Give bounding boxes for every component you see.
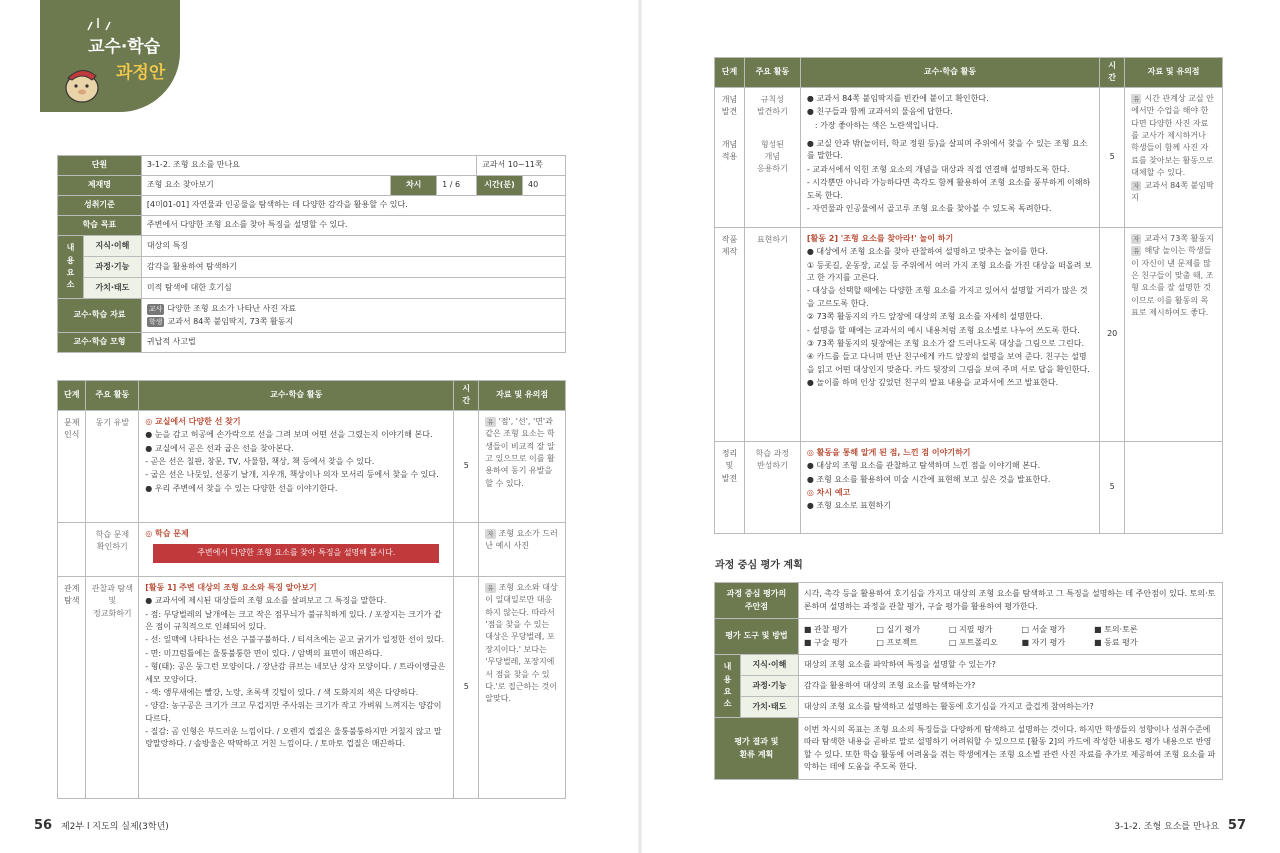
rowa-line: ● 친구들과 함께 교과서의 물음에 답한다. [806,107,953,117]
rowb-stage: 개념 적용 [721,139,738,161]
rowc-title: [활동 2] '조형 요소를 찾아라!' 놀이 하기 [806,233,954,243]
eval-value-label: 가치·태도 [740,697,798,718]
tool-item: ■ 관찰 평가 [803,625,848,635]
rowc-note2: 해당 놀이는 학생들이 자신이 낸 문제를 많은 친구들이 맞출 때, 조형 요소를 잘 설명한 것이므로 이를 활동의 목표로 제시하여도 좋다. [1131,246,1214,318]
row2-content [139,522,454,576]
header-process: 교수·학습 활동 [139,381,454,411]
row3-note-text: 조형 요소와 대상이 일대일로만 대응하지 않는다. 따라서 '점을 찾을 수 있는 대상은 무당벌레, 포장지이다.' 보다는 '무당벌레, 포장지에서 점을 찾을 수 있다.'로 접근하는 것이 알맞다. [485,582,558,704]
rowa-line: ● 교과서 84쪽 붙임딱지를 빈칸에 붙이고 확인한다. [806,93,989,103]
rowc-line: ② 73쪽 활동지의 카드 앞장에 대상의 조형 요소를 자세히 설명한다. [806,312,1043,322]
time-label: 시간(분) [477,176,523,196]
rowc-line: - 대상을 선택할 때에는 다양한 조형 요소를 가지고 있어서 설명할 거리가 많은 것을 고르도록 한다. [806,286,1088,308]
row3-line: - 선: 잎맥에 나타나는 선은 구불구불하다. / 티셔츠에는 곧고 굵기가 일정한 선이 있다. [145,635,445,645]
rowd-title: ◎ 활동을 통해 알게 된 점, 느낀 점 이야기하기 [806,447,971,457]
header-stage: 단계 [58,381,86,411]
model-value: 귀납적 사고법 [141,333,565,353]
learning-problem-banner: 주변에서 다양한 조형 요소를 찾아 특징을 설명해 봅시다. [153,544,439,562]
tools-label: 평가 도구 및 방법 [715,619,799,655]
focus-value: 시각, 촉각 등을 활용하여 호기심을 가지고 대상의 조형 요소를 탐색하고 그 특징을 설명하는 데 주안점이 있다. 토의·토론하며 설명하는 과정을 관찰 평가, 구술 평가를 활용하여 평가한다. [798,583,1222,619]
tool-item: ■ 동료 평가 [1094,637,1138,647]
left-page-number: 56 [34,818,53,833]
rowd-title2: ◎ 차시 예고 [806,487,851,497]
tool-item: ■ 토의·토론 [1094,625,1138,635]
row3-line: - 면: 미끄럼틀에는 울퉁불퉁한 면이 있다. / 암벽의 표면이 매끈하다. [145,648,383,658]
rowc-line: ● 대상에서 조형 요소를 찾아 관찰하여 설명하고 맞추는 놀이를 한다. [806,247,1048,257]
rowc-line: ● 놀이를 하며 인상 깊었던 친구의 발표 내용을 교과서에 쓰고 발표한다. [806,378,1059,388]
rowd-line: ● 조형 요소로 표현하기 [806,501,892,511]
note-tag: 자 [487,529,494,538]
rowb-line: - 교과서에서 익힌 조형 요소의 개념을 대상과 직접 연결해 설명하도록 한다. [806,164,1070,174]
period-label: 차시 [391,176,437,196]
left-process-table [57,380,566,799]
row3-line: - 형(태): 공은 둥그런 모양이다. / 장난감 큐브는 네모난 상자 모양이다. / 트라이앵글은 세모 모양이다. [145,662,446,684]
process-value: 감각을 활용하여 탐색하기 [141,257,565,278]
eval-value-value: 대상의 조형 요소를 탐색하고 설명하는 활동에 호기심을 가지고 즐겁게 참여하는가? [798,697,1222,718]
process-label: 과정·기능 [83,257,141,278]
note-tag: 유 [1133,247,1140,256]
row2-note-text: 조형 요소가 드러난 예시 사진 [485,528,558,551]
row1-time: 5 [454,410,479,522]
row3-line: ● 교과서에 제시된 대상들의 조형 요소를 살펴보고 그 특징을 말한다. [145,596,387,606]
materials-value [141,299,565,333]
result-label: 평가 결과 및 환류 계획 [715,718,799,780]
note-tag: 유 [487,583,494,592]
lesson-info-table [57,155,566,353]
note-tag: 유 [487,417,494,426]
tool-item: □ 포트폴리오 [948,637,998,647]
result-value: 이번 차시의 목표는 조형 요소의 특징들을 다양하게 탐색하고 설명하는 것이다. 하지만 학생들의 성향이나 성취수준에 따라 탐색한 내용을 곧바로 말로 설명하기 어려워할 수 있으므로 [활동 2]의 카드에 작성한 내용도 평가 내용으로 반영할 수 있다. 또한 학습 활동에 어려움을 겪는 학생에게는 조형 요소별 관련 사진 자료를 추가로 제공하여 조형 요소를 파악하는 데에 도움을 주도록 한다. [798,718,1222,780]
row1-line: - 굽은 선은 나뭇잎, 선풍기 날개, 지우개, 책상이나 의자 모서리 등에서 찾을 수 있다. [145,470,439,480]
tool-item: ■ 구술 평가 [803,637,848,647]
materials-label: 교수·학습 자료 [58,299,142,333]
eval-process-label: 과정·기능 [740,676,798,697]
row1-title: ◎ 교실에서 다양한 선 찾기 [145,416,241,426]
topic-value: 조형 요소 찾아보기 [141,176,390,196]
rowab-activity [744,87,800,227]
row1-note [479,410,566,522]
teacher-materials: 다양한 조형 요소가 나타난 사진 자료 [167,304,297,314]
unit-label: 단원 [58,156,142,176]
row3-stage: 관계 탐색 [58,576,86,798]
knowledge-value: 대상의 특징 [141,236,565,257]
rowc-note1: 교과서 73쪽 활동지 [1144,233,1214,243]
rowd-activity: 학습 과정 반성하기 [744,441,800,533]
rowd-line: ● 조형 요소를 활용하여 미술 시간에 표현해 보고 싶은 것을 발표한다. [806,474,1051,484]
rowc-line: ① 등굣길, 운동장, 교실 등 주위에서 여러 가지 조형 요소를 가진 대상을 떠올려 보고 한 가지를 고른다. [806,260,1092,282]
value-value: 미적 탐색에 대한 호기심 [141,278,565,299]
content-elements-label: 내용 요소 [58,236,84,299]
standard-label: 성취기준 [58,196,142,216]
rowc-note [1125,227,1223,441]
row3-line: - 점: 무당벌레의 날개에는 크고 작은 점무늬가 불규칙하게 있다. / 포장지는 크기가 같은 점이 규칙적으로 인쇄되어 있다. [145,609,442,631]
knowledge-label: 지식·이해 [83,236,141,257]
lesson-plan-badge [40,0,180,112]
left-footer [34,816,169,836]
rowc-time: 20 [1100,227,1125,441]
row1-note-text: '점', '선', '면'과 같은 조형 요소는 학생들이 비교적 잘 알고 있으므로 이를 활용하여 동기 유발을 할 수 있다. [485,416,555,488]
row3-title: [활동 1] 주변 대상의 조형 요소와 특징 알아보기 [145,582,317,592]
rowd-stage: 정리 및 발전 [715,441,745,533]
textbook-pages: 교과서 10~11쪽 [477,156,566,176]
rowd-time: 5 [1100,441,1125,533]
rowa-activity: 규칙성 발견하기 [756,94,788,117]
rowb-activity: 형성된 개념 응용하기 [756,139,788,174]
eval-content-label: 내용 요소 [715,655,741,718]
rowb-line: - 자연물과 인공물에서 골고루 조형 요소를 찾아볼 수 있도록 독려한다. [806,203,1052,213]
book-gutter [638,0,642,853]
row3-time: 5 [454,576,479,798]
rowab-note1: 시간 관계상 교실 안에서만 수업을 해야 한다면 다양한 사진 자료를 교사가 제시하거나 학생들이 함께 사진 자료를 찾아보는 활동으로 대체할 수 있다. [1131,93,1214,178]
right-footer-text: 3-1-2. 조형 요소를 만나요 [1114,822,1220,832]
row3-note [479,576,566,798]
topic-label: 제재명 [58,176,142,196]
rowab-time: 5 [1100,87,1125,227]
rowc-line: ③ 73쪽 활동지의 뒷장에는 조형 요소가 잘 드러나도록 대상을 그림으로 그린다. [806,338,1085,348]
eval-knowledge-value: 대상의 조형 요소를 파악하여 특징을 설명할 수 있는가? [798,655,1222,676]
rowc-content [800,227,1099,441]
row3-line: - 색: 앵무새에는 빨강, 노랑, 초록색 깃털이 있다. / 색 도화지의 색은 다양하다. [145,687,419,697]
badge-line2: 과정안 [116,63,166,83]
rowab-note [1125,87,1223,227]
row3-activity: 관찰과 탐색 및 정교화하기 [86,576,139,798]
row2-activity: 학습 문제 확인하기 [86,522,139,576]
row1-content [139,410,454,522]
evaluation-section-title: 과정 중심 평가 계획 [715,560,803,571]
note-tag: 자 [1133,234,1140,243]
teacher-tag: 교사 [148,305,163,314]
header-notes: 자료 및 유의점 [1125,58,1223,88]
value-label: 가치·태도 [83,278,141,299]
rowc-stage: 작품 제작 [715,227,745,441]
header-activity: 주요 활동 [744,58,800,88]
rowab-stage [715,87,745,227]
right-footer [1114,816,1246,836]
row1-line: - 곧은 선은 칠판, 창문, TV, 사물함, 책상, 책 등에서 찾을 수 있다. [145,456,375,466]
rowd-note [1125,441,1223,533]
header-notes: 자료 및 유의점 [479,381,566,411]
goal-value: 주변에서 다양한 조형 요소를 찾아 특징을 설명할 수 있다. [141,216,565,236]
row2-stage [58,522,86,576]
period-value: 1 / 6 [437,176,477,196]
right-page-number: 57 [1227,818,1246,833]
row3-line: - 양감: 농구공은 크기가 크고 무겁지만 주사위는 크기가 작고 가벼워 느껴지는 양감이 다르다. [145,701,442,723]
tools-value [798,619,1222,655]
goal-label: 학습 목표 [58,216,142,236]
rowb-line: - 시각뿐만 아니라 가능하다면 촉각도 함께 활용하여 조형 요소를 풍부하게 이해하도록 한다. [806,178,1091,200]
tool-item: □ 실기 평가 [876,625,920,635]
row1-line: ● 교실에서 곧은 선과 굽은 선을 찾아본다. [145,443,294,453]
badge-line1: 교수·학습 [88,37,161,57]
student-materials: 교과서 84쪽 붙임딱지, 73쪽 활동지 [167,316,294,326]
rowd-content [800,441,1099,533]
row2-note [479,522,566,576]
header-time: 시간 [454,381,479,411]
tool-item: ■ 자기 평가 [1021,637,1066,647]
tool-item: □ 프로젝트 [876,637,918,647]
tool-item: □ 서술 평가 [1021,625,1066,635]
rowd-line: ● 대상의 조형 요소를 관찰하고 탐색하며 느낀 점을 이야기해 본다. [806,461,1041,471]
rowab-content [800,87,1099,227]
header-stage: 단계 [715,58,745,88]
student-tag: 학생 [148,317,163,326]
sparkle-icon [84,16,114,34]
rowc-line: ④ 카드를 들고 다니며 만난 친구에게 카드 앞장의 설명을 보여 준다. 친구는 설명을 읽고 어떤 대상인지 맞춘다. 카드 뒷장의 그림을 보여 주며 서로 답을 확인한다. [806,352,1090,374]
unit-value: 3-1-2. 조형 요소를 만나요 [141,156,476,176]
row2-time [454,522,479,576]
row1-line: ● 우리 주변에서 찾을 수 있는 다양한 선을 이야기한다. [145,483,338,493]
time-value: 40 [523,176,566,196]
rowc-activity: 표현하기 [744,227,800,441]
right-process-table [714,57,1223,534]
standard-value: [4미01-01] 자연물과 인공물을 탐색하는 데 다양한 감각을 활용할 수 있다. [141,196,565,216]
mascot-icon [62,62,104,106]
rowab-note2: 교과서 84쪽 붙임딱지 [1131,180,1214,202]
row3-line: - 질감: 곰 인형은 부드러운 느낌이다. / 오렌지 껍질은 울퉁불퉁하지만 거칠지 않고 말랑말랑하다. / 솔방울은 딱딱하고 거친 느낌이다. / 토마토 껍질은 매끈하다. [145,727,442,749]
note-tag: 유 [1133,94,1140,103]
rowa-stage: 개념 발견 [721,94,738,117]
evaluation-table [714,582,1223,780]
row2-title: ◎ 학습 문제 [145,528,189,538]
tool-item: □ 지필 평가 [948,625,993,635]
model-label: 교수·학습 모형 [58,333,142,353]
row1-stage: 문제 인식 [58,410,86,522]
row3-content [139,576,454,798]
row1-activity: 동기 유발 [86,410,139,522]
focus-label: 과정 중심 평가의 주안점 [715,583,799,619]
rowc-line: - 설명을 할 때에는 교과서의 예시 내용처럼 조형 요소별로 나누어 쓰도록 한다. [806,325,1080,335]
rowa-line: : 가장 좋아하는 색은 노란색입니다. [814,120,939,130]
left-footer-text: 제2부 l 지도의 실제(3학년) [60,822,169,832]
header-activity: 주요 활동 [86,381,139,411]
header-process: 교수·학습 활동 [800,58,1099,88]
eval-process-value: 감각을 활용하여 대상의 조형 요소를 탐색하는가? [798,676,1222,697]
rowb-line: ● 교실 안과 밖(놀이터, 학교 정원 등)을 살피며 주위에서 찾을 수 있는 조형 요소를 말한다. [806,138,1088,161]
row1-line: ● 눈을 감고 허공에 손가락으로 선을 그려 보며 어떤 선을 그렸는지 이야기해 본다. [145,430,433,440]
eval-knowledge-label: 지식·이해 [740,655,798,676]
header-time: 시간 [1100,58,1125,88]
note-tag: 자 [1133,181,1140,190]
